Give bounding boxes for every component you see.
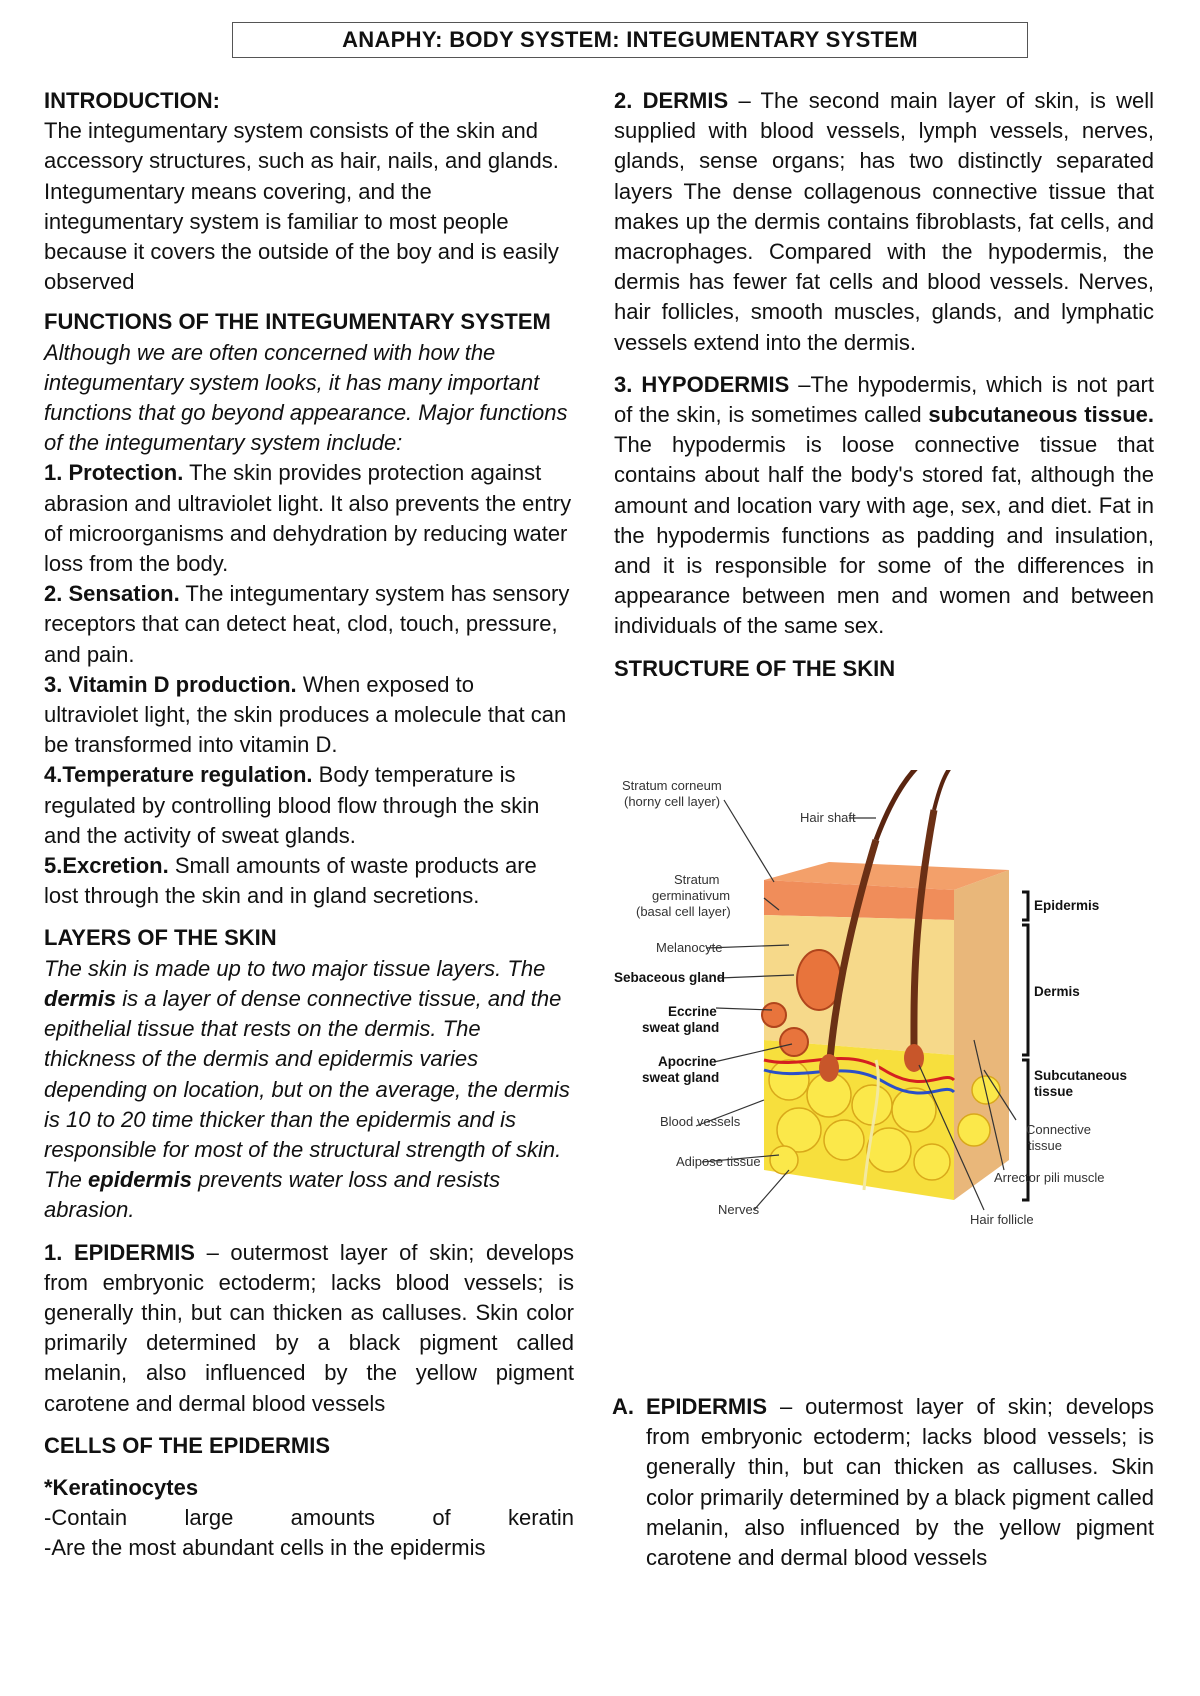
label-eccrine-sweat-gland: sweat gland: [642, 1020, 720, 1035]
dermis-text: – The second main layer of skin, is well supplied with blood vessels, lymph vessels, nerves, glands, sense organs; has two distinctly separated layers The dense collagenous connective tissue that makes up the dermis contains fibroblasts, fat cells, and macrophages. Compared with the hypodermis, the dermis has fewer fat cells and blood vessels. Nerves, hair follicles, smooth muscles, glands, and lymphatic vessels extend into the dermis.: [614, 88, 1155, 355]
epidermis-paragraph: [44, 1238, 574, 1419]
label-subcutaneous: Subcutaneous: [1034, 1068, 1128, 1083]
function-text: The skin provides protection against abrasion and ultraviolet light. It also prevents the entry of microorganisms and dehydration by reducing water loss from the body.: [44, 460, 572, 577]
subcutaneous-term: subcutaneous tissue.: [928, 402, 1154, 428]
function-term: 4.Temperature regulation.: [44, 762, 313, 788]
list-epidermis-text: – outermost layer of skin; develops from embryonic ectoderm; lacks blood vessels; is generally thin, but can thicken as calluses. Skin color primarily determined by a black pigment called melanin, also influenced by the yellow pigment carotene and dermal blood vessels: [646, 1394, 1154, 1571]
function-text: Small amounts of waste products are lost through the skin and in gland secretions.: [44, 853, 537, 909]
word: amounts: [290, 1505, 376, 1531]
keratinocytes-heading: *Keratinocytes: [44, 1474, 199, 1500]
label-nerves: Nerves: [718, 1202, 760, 1217]
layers-text-2: is a layer of dense connective tissue, and the epithelial tissue that rests on the dermis. The thickness of the dermis and epidermis varies depending on location, but on the average, the dermis is 10 to 20 time thicker than the epidermis and is responsible for most of the structural strength of skin. The: [44, 985, 570, 1193]
label-melanocyte: Melanocyte: [656, 940, 723, 955]
function-item-sensation: [44, 579, 574, 670]
label-eccrine: Eccrine: [668, 1004, 717, 1019]
introduction-heading: INTRODUCTION:: [44, 88, 220, 113]
layers-heading: LAYERS OF THE SKIN: [44, 925, 277, 951]
dermis-paragraph: [614, 86, 1154, 358]
word: of: [432, 1505, 451, 1531]
list-marker: A.: [612, 1394, 634, 1419]
layer-brackets: [1022, 892, 1028, 1200]
hypodermis-text-2: The hypodermis is loose connective tissue that contains about half the body's stored fat, although the amount and location vary with age, sex, and diet. Fat in the hypodermis functions as padding and insulation, and it is responsible for some of the differences in appearance between men and women and between individuals of the same sex.: [614, 432, 1154, 639]
layers-text-1: The skin is made up to two major tissue layers. The: [44, 955, 546, 981]
label-apocrine-sweat-gland: sweat gland: [642, 1070, 720, 1085]
left-column: [44, 86, 574, 1564]
function-item-vitamin-d: [44, 670, 574, 761]
epidermis-list-item: [612, 1392, 1154, 1573]
function-item-temperature: [44, 760, 574, 851]
keratinocytes-line-2: -Are the most abundant cells in the epidermis: [44, 1535, 486, 1561]
label-connective: Connective: [1026, 1122, 1092, 1137]
skin-block: [762, 770, 1009, 1200]
word: keratin: [507, 1505, 574, 1531]
function-item-excretion: [44, 851, 574, 911]
label-stratum: Stratum: [674, 872, 720, 887]
hypodermis-text-1: –The hypodermis, which is not part of the skin, is sometimes called: [614, 371, 1154, 428]
label-hair-follicle: Hair follicle: [970, 1212, 1034, 1227]
label-basal-cell-layer: (basal cell layer): [636, 904, 731, 919]
label-stratum-corneum: Stratum corneum: [622, 778, 722, 793]
label-apocrine: Apocrine: [658, 1054, 717, 1069]
function-term: 1. Protection.: [44, 460, 184, 486]
label-connective-tissue: tissue: [1028, 1138, 1062, 1153]
function-term: 5.Excretion.: [44, 853, 169, 879]
epidermis-word: epidermis: [88, 1167, 192, 1193]
document-title: ANAPHY: BODY SYSTEM: INTEGUMENTARY SYSTEM: [232, 22, 1028, 58]
list-epidermis-term: EPIDERMIS: [646, 1394, 768, 1419]
structure-heading: STRUCTURE OF THE SKIN: [614, 655, 896, 681]
hypodermis-paragraph: [614, 370, 1154, 642]
skin-structure-diagram: [614, 770, 1154, 1290]
introduction-body: The integumentary system consists of the skin and accessory structures, such as hair, nails, and glands. Integumentary means covering, and the integumentary system is familiar to most people because it covers the outside of the boy and is easily observed: [44, 118, 559, 295]
label-blood-vessels: Blood vessels: [660, 1114, 741, 1129]
functions-heading: FUNCTIONS OF THE INTEGUMENTARY SYSTEM: [44, 309, 551, 335]
layers-body: [44, 954, 574, 1226]
function-term: 3. Vitamin D production.: [44, 671, 297, 697]
cells-heading: CELLS OF THE EPIDERMIS: [44, 1432, 331, 1458]
keratinocytes-line-1: [44, 1503, 574, 1533]
label-epidermis: Epidermis: [1034, 898, 1100, 913]
label-horny-cell-layer: (horny cell layer): [624, 794, 721, 809]
label-dermis: Dermis: [1034, 984, 1080, 999]
word: -Contain: [44, 1505, 128, 1531]
right-column: [614, 86, 1154, 684]
dermis-term: 2. DERMIS: [614, 88, 729, 113]
label-subcutaneous-tissue: tissue: [1034, 1084, 1074, 1099]
label-adipose-tissue: Adipose tissue: [676, 1154, 761, 1169]
epidermis-term: 1. EPIDERMIS: [44, 1239, 195, 1265]
label-sebaceous-gland: Sebaceous gland: [614, 970, 726, 985]
label-arrector-pili-muscle: Arrector pili muscle: [994, 1170, 1105, 1185]
function-text: The integumentary system has sensory receptors that can detect heat, clod, touch, pressure, and pain.: [44, 581, 570, 667]
function-text: When exposed to ultraviolet light, the skin produces a molecule that can be transformed into vitamin D.: [44, 671, 567, 758]
epidermis-text: – outermost layer of skin; develops from embryonic ectoderm; lacks blood vessels; is generally thin, but can thicken as calluses. Skin color primarily determined by a black pigment called melanin, also influenced by the yellow pigment carotene and dermal blood vessels: [44, 1239, 575, 1416]
label-germinativum: germinativum: [652, 888, 731, 903]
layers-text-3: prevents water loss and resists abrasion.: [44, 1167, 501, 1223]
function-item-protection: [44, 458, 574, 579]
word: large: [184, 1505, 234, 1531]
function-term: 2. Sensation.: [44, 581, 180, 607]
dermis-word: dermis: [44, 985, 117, 1011]
label-hair-shaft: Hair shaft: [800, 810, 856, 825]
functions-lead: Although we are often concerned with how the integumentary system looks, it has many important functions that go beyond appearance. Major functions of the integumentary system include:: [44, 339, 568, 456]
hypodermis-term: 3. HYPODERMIS: [614, 371, 790, 397]
function-text: Body temperature is regulated by controlling blood flow through the skin and the activity of sweat glands.: [44, 762, 540, 848]
